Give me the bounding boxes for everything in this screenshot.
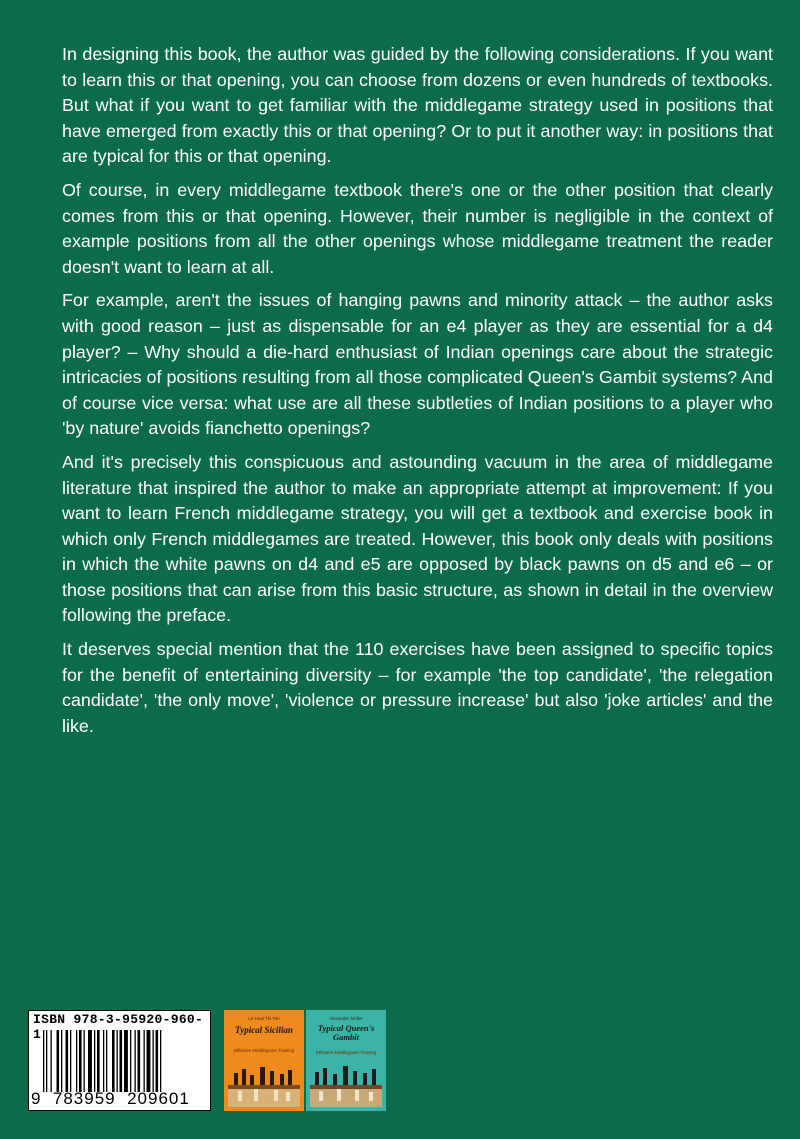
- paragraph-4: And it's precisely this conspicuous and astounding vacuum in the area of middlegame literature that inspired the author to make an appropriate attempt at improvement: If you want to learn French middlegame strategy, you will get a textbook and exercise book in which only French middlegames are treated. However, this book only deals with positions in which the white pawns on d4 and e5 are opposed by black pawns on d5 and e6 – or those positions that can arise from this basic structure, as shown in detail in the overview following the preface.: [62, 451, 773, 626]
- related-book-typical-queens-gambit: [306, 1010, 386, 1111]
- related-book-author: Le Hoai Thi Ton: [248, 1016, 280, 1021]
- chess-board-image: [228, 1065, 300, 1107]
- related-book-title: Typical Queen's Gambit: [317, 1023, 375, 1042]
- chess-board-image: [310, 1065, 382, 1107]
- isbn-number: ISBN 978-3-95920-960-1: [33, 1012, 204, 1042]
- paragraph-2: Of course, in every middlegame textbook there's one or the other position that clearly comes from this or that opening. However, their number is negligible in the context of example positions from all the other openings whose middlegame treatment the reader doesn't want to learn at all.: [62, 179, 773, 277]
- back-cover-text: [62, 42, 773, 747]
- paragraph-1: In designing this book, the author was guided by the following considerations. If you want to learn this or that opening, you can choose from dozens or even hundreds of textbooks. But what if you want to get familiar with the middlegame strategy used in positions that have emerged from exactly this or that opening? Or to put it another way: in positions that are typical for this or that opening.: [62, 44, 773, 167]
- barcode-bars: [43, 1030, 207, 1092]
- related-book-title: Typical Sicilian: [235, 1025, 293, 1035]
- isbn-barcode: [28, 1010, 211, 1111]
- related-book-author: Alexander Müller: [329, 1016, 363, 1021]
- related-book-typical-sicilian: [224, 1010, 304, 1111]
- related-book-subtitle: Effective Middlegame Training: [233, 1048, 295, 1053]
- barcode-digits: 9 783959 209601: [31, 1089, 190, 1108]
- related-book-subtitle: Effective Middlegame Training: [315, 1050, 377, 1055]
- paragraph-5: It deserves special mention that the 110 exercises have been assigned to specific topics for the benefit of entertaining diversity – for example 'the top candidate', 'the relegation candidate', 'the only move', 'violence or pressure increase' but also 'joke articles' and the like.: [62, 639, 773, 736]
- paragraph-3: For example, aren't the issues of hanging pawns and minority attack – the author asks with good reason – just as dispensable for an e4 player as they are essential for a d4 player? – Why should a die-hard enthusiast of Indian openings care about the strategic intricacies of positions resulting from all those complicated Queen's Gambit systems? And of course vice versa: what use are all these subtleties of Indian positions to a player who 'by nature' avoids fianchetto openings?: [62, 290, 773, 439]
